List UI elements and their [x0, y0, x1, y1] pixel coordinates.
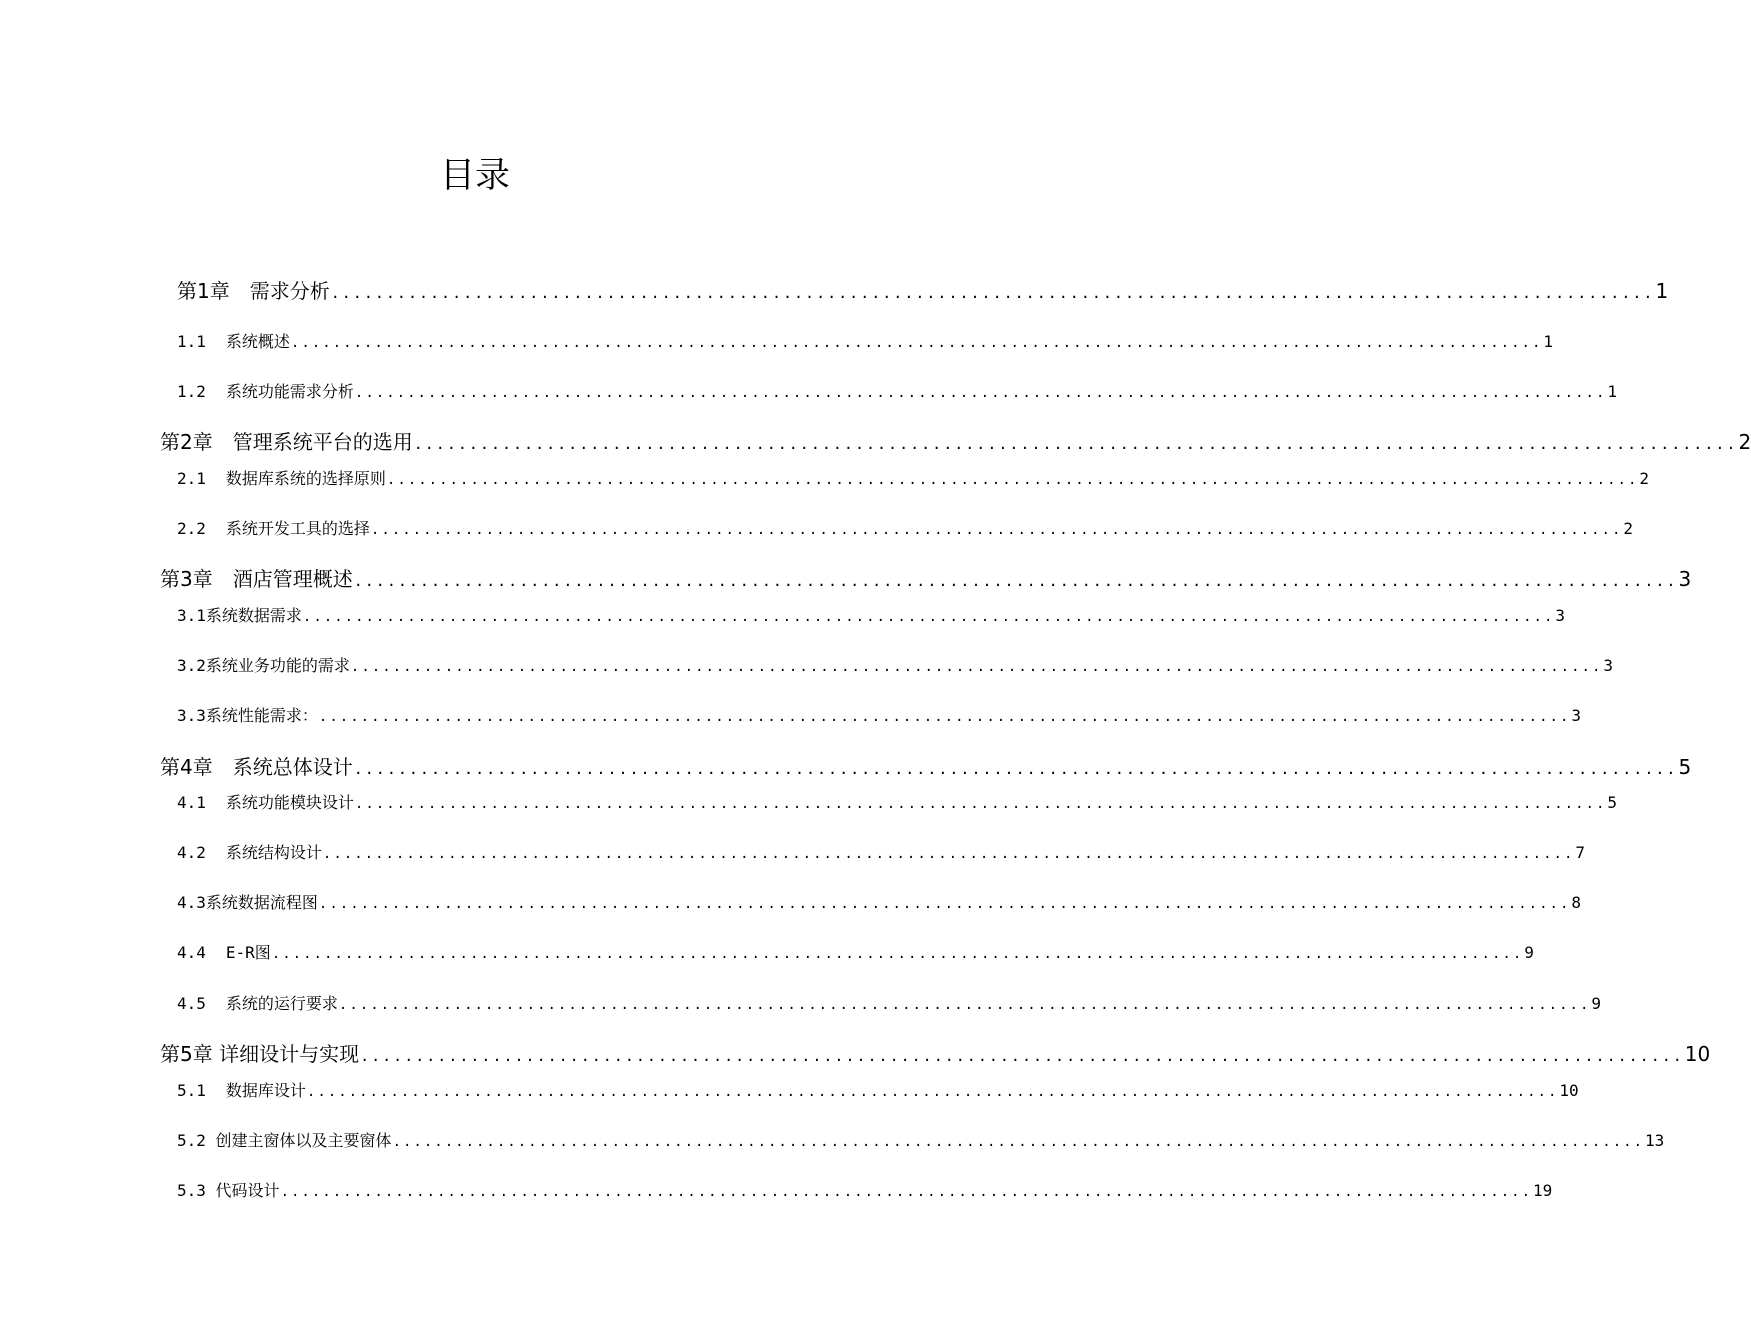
toc-section-5-3[interactable] — [177, 1178, 1553, 1204]
toc-entry-label — [160, 564, 353, 594]
toc-entry-number: 5.2 — [177, 1131, 206, 1150]
toc-entry-title: 系统功能模块设计 — [225, 793, 354, 812]
dot-leader: ........................................................................................................................ — [370, 522, 1623, 538]
dot-leader: ........................................................................................................................ — [413, 435, 1738, 453]
toc-entry-title: 代码设计 — [215, 1181, 280, 1200]
toc-entry-label — [177, 1178, 280, 1204]
toc-page-number: 9 — [1524, 943, 1534, 962]
toc-section-2-1[interactable] — [177, 466, 1650, 492]
toc-page-number: 5 — [1678, 755, 1692, 779]
toc-entry-number: 第4章 — [160, 755, 213, 779]
toc-entry-label — [177, 379, 354, 405]
toc-chapter-4[interactable] — [160, 752, 1692, 782]
toc-entry-number: 3.2 — [177, 656, 206, 675]
toc-entry-title: 数据库系统的选择原则 — [225, 469, 386, 488]
dot-leader: ........................................................................................................................ — [271, 946, 1524, 962]
toc-entry-title: 系统开发工具的选择 — [225, 519, 370, 538]
toc-section-4-3[interactable] — [177, 890, 1582, 916]
toc-entry-title: E-R图 — [225, 943, 271, 962]
toc-entry-number: 第3章 — [160, 567, 213, 591]
toc-entry-title: 系统结构设计 — [225, 843, 322, 862]
toc-entry-number: 4.1 — [177, 793, 206, 812]
toc-entry-title: 系统数据流程图 — [205, 893, 318, 912]
toc-entry-number: 5.3 — [177, 1181, 206, 1200]
toc-entry-title: 详细设计与实现 — [219, 1042, 360, 1066]
dot-leader: ........................................................................................................................ — [354, 385, 1607, 401]
toc-page-number: 1 — [1655, 279, 1669, 303]
toc-page-number: 9 — [1591, 994, 1602, 1013]
toc-section-5-1[interactable] — [177, 1078, 1579, 1104]
toc-entry-title: 系统数据需求 — [205, 606, 302, 625]
toc-page-number: 3 — [1571, 706, 1582, 725]
dot-leader: ........................................................................................................................ — [338, 997, 1591, 1013]
dot-leader: ........................................................................................................................ — [318, 709, 1571, 725]
toc-page-number: 10 — [1684, 1042, 1711, 1066]
toc-entry-label — [177, 329, 290, 355]
toc-entry-label — [177, 466, 386, 492]
toc-section-3-3[interactable] — [177, 703, 1582, 729]
toc-entry-label — [177, 603, 302, 629]
toc-entry-number: 1.2 — [177, 382, 206, 401]
toc-entry-number: 2.2 — [177, 519, 206, 538]
toc-page-number: 8 — [1571, 893, 1582, 912]
dot-leader: ........................................................................................................................ — [392, 1134, 1645, 1150]
toc-chapter-3[interactable] — [160, 564, 1692, 594]
dot-leader: ........................................................................................................................ — [330, 284, 1655, 302]
dot-leader: ........................................................................................................................ — [280, 1184, 1533, 1200]
toc-section-4-2[interactable] — [177, 840, 1586, 866]
toc-section-1-1[interactable] — [177, 329, 1554, 355]
toc-entry-label — [177, 516, 370, 542]
toc-entry-title: 管理系统平台的选用 — [232, 430, 413, 454]
toc-entry-number: 1.1 — [177, 332, 206, 351]
toc-section-4-1[interactable] — [177, 790, 1618, 816]
toc-section-3-2[interactable] — [177, 653, 1614, 679]
toc-entry-title: 系统的运行要求 — [225, 994, 338, 1013]
toc-entry-label — [177, 940, 271, 966]
toc-entry-title: 数据库设计 — [225, 1081, 306, 1100]
toc-entry-number: 5.1 — [177, 1081, 206, 1100]
toc-page-number: 3 — [1603, 656, 1614, 675]
toc-page-number: 2 — [1738, 430, 1751, 454]
toc-entry-title: 需求分析 — [249, 279, 330, 303]
toc-entry-title: 系统功能需求分析 — [225, 382, 354, 401]
toc-chapter-1[interactable] — [177, 276, 1669, 306]
toc-chapter-5[interactable] — [160, 1039, 1711, 1069]
toc-page-number: 10 — [1559, 1081, 1579, 1100]
toc-title: 目录 — [439, 156, 510, 196]
toc-page-number: 2 — [1623, 519, 1634, 538]
toc-section-3-1[interactable] — [177, 603, 1566, 629]
toc-entry-label — [177, 276, 330, 306]
toc-section-4-4[interactable] — [177, 940, 1534, 966]
toc-entry-number: 4.5 — [177, 994, 206, 1013]
toc-entry-number: 第1章 — [177, 279, 230, 303]
toc-page-number: 3 — [1555, 606, 1566, 625]
dot-leader: ........................................................................................................................ — [318, 896, 1571, 912]
toc-page-number: 7 — [1575, 843, 1586, 862]
toc-section-5-2[interactable] — [177, 1128, 1665, 1154]
toc-entry-label — [177, 991, 338, 1017]
dot-leader: ........................................................................................................................ — [290, 335, 1543, 351]
dot-leader: ........................................................................................................................ — [353, 572, 1678, 590]
toc-page-number: 1 — [1607, 382, 1618, 401]
dot-leader: ........................................................................................................................ — [354, 796, 1607, 812]
toc-entry-number: 第2章 — [160, 430, 213, 454]
toc-entry-number: 2.1 — [177, 469, 206, 488]
toc-entry-number: 4.2 — [177, 843, 206, 862]
toc-entry-number: 第5章 — [160, 1042, 213, 1066]
toc-entry-number: 3.1 — [177, 606, 206, 625]
toc-page-number: 19 — [1533, 1181, 1553, 1200]
toc-page-number: 3 — [1678, 567, 1692, 591]
toc-entry-label — [160, 1039, 359, 1069]
toc-chapter-2[interactable] — [160, 427, 1751, 457]
toc-section-1-2[interactable] — [177, 379, 1618, 405]
toc-entry-number: 4.3 — [177, 893, 206, 912]
dot-leader: ........................................................................................................................ — [302, 609, 1555, 625]
toc-entry-label — [160, 752, 353, 782]
dot-leader: ........................................................................................................................ — [360, 1047, 1684, 1065]
toc-entry-label — [177, 653, 350, 679]
toc-entry-label — [177, 790, 354, 816]
toc-entry-title: 创建主窗体以及主要窗体 — [215, 1131, 392, 1150]
toc-entry-title: 酒店管理概述 — [232, 567, 353, 591]
dot-leader: ........................................................................................................................ — [350, 659, 1603, 675]
toc-entry-label — [177, 1078, 306, 1104]
toc-entry-label — [160, 427, 413, 457]
toc-section-2-2[interactable] — [177, 516, 1634, 542]
dot-leader: ........................................................................................................................ — [306, 1084, 1559, 1100]
toc-entry-title: 系统总体设计 — [232, 755, 353, 779]
toc-entry-title: 系统概述 — [225, 332, 290, 351]
toc-entry-label — [177, 890, 318, 916]
toc-entry-label — [177, 840, 322, 866]
toc-page-number: 5 — [1607, 793, 1618, 812]
toc-page-number: 1 — [1543, 332, 1554, 351]
toc-entry-title: 系统业务功能的需求 — [205, 656, 350, 675]
dot-leader: ........................................................................................................................ — [386, 472, 1639, 488]
toc-page-number: 2 — [1639, 469, 1650, 488]
toc-entry-title: 系统性能需求： — [205, 706, 318, 725]
toc-entry-label — [177, 703, 318, 729]
toc-entry-label — [177, 1128, 392, 1154]
toc-page-number: 13 — [1645, 1131, 1665, 1150]
dot-leader: ........................................................................................................................ — [322, 846, 1575, 862]
dot-leader: ........................................................................................................................ — [353, 760, 1678, 778]
toc-entry-number: 3.3 — [177, 706, 206, 725]
toc-section-4-5[interactable] — [177, 991, 1602, 1017]
toc-entry-number: 4.4 — [177, 943, 206, 962]
